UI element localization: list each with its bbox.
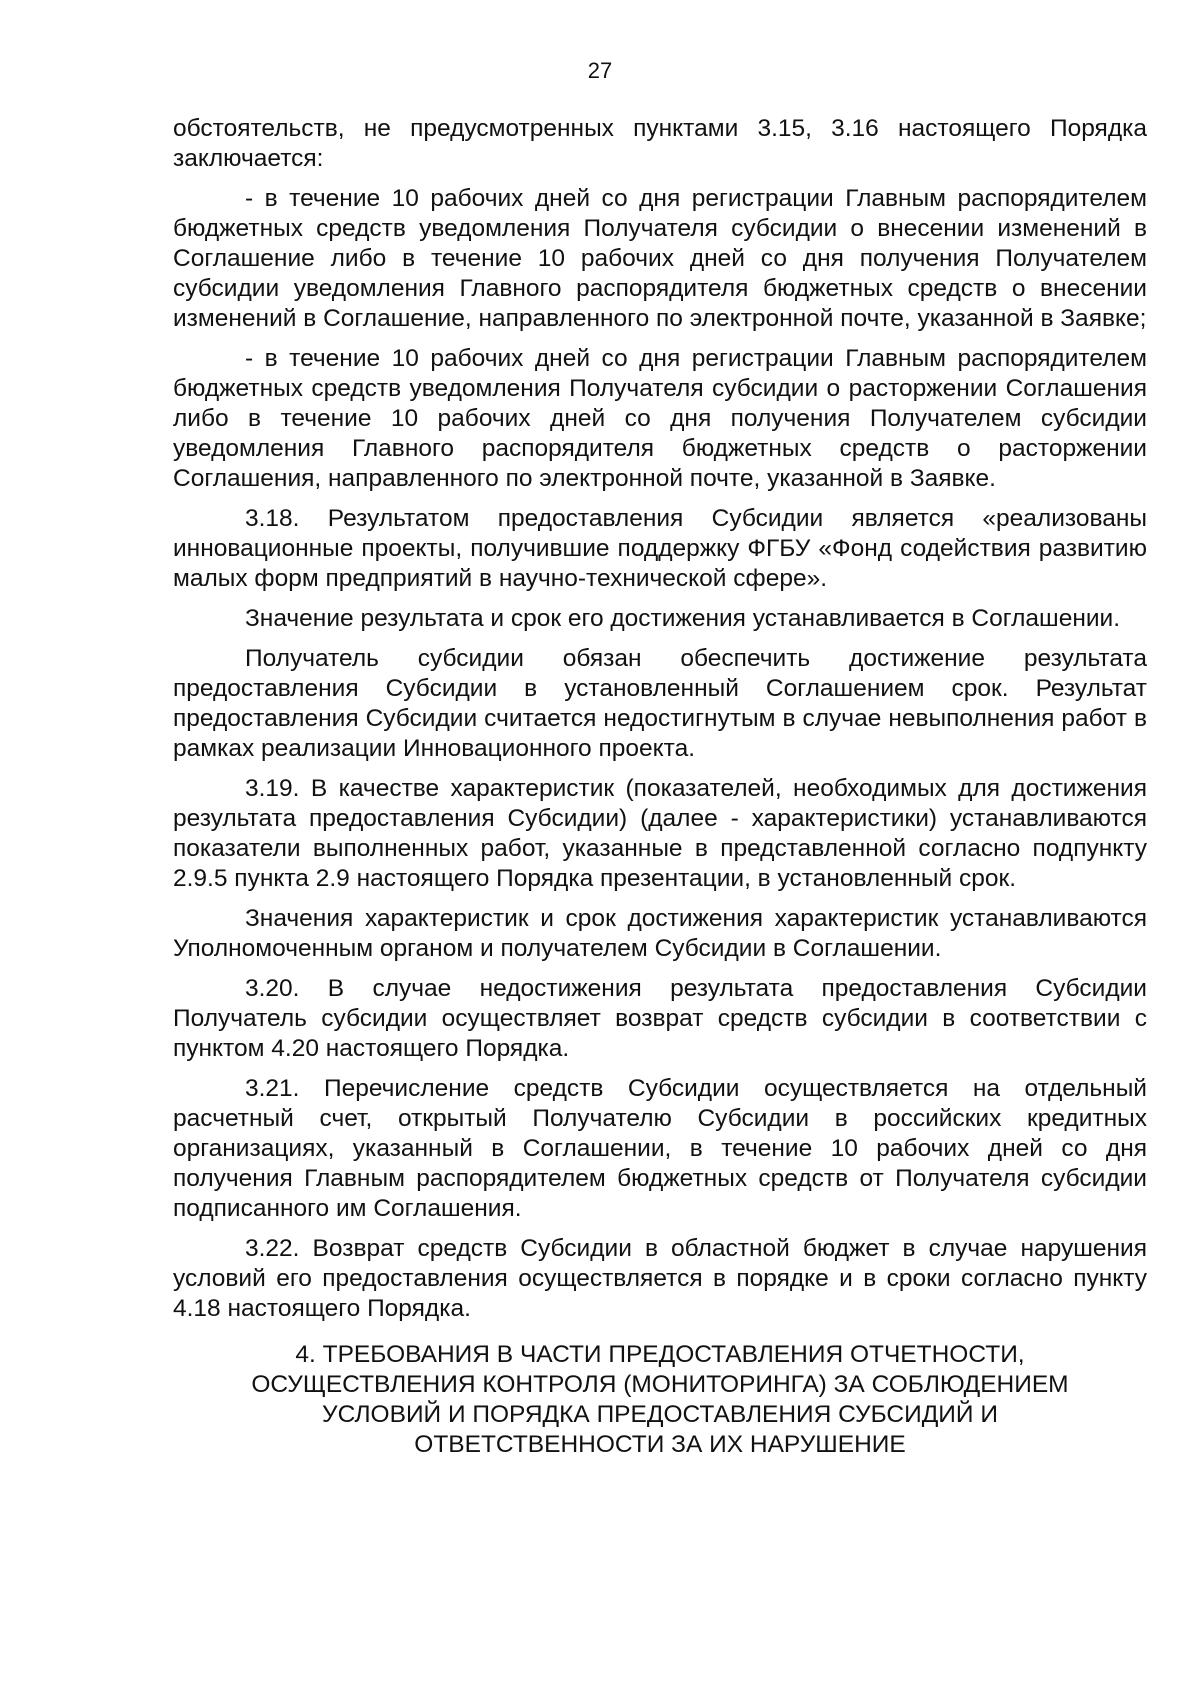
- heading-line: ОСУЩЕСТВЛЕНИЯ КОНТРОЛЯ (МОНИТОРИНГА) ЗА СОБЛЮДЕНИЕМ: [251, 1371, 1069, 1398]
- paragraph-recipient-obligation: Получатель субсидии обязан обеспечить достижение результата предоставления Субсидии в установленный Соглашением срок. Результат предоставления Субсидии считается недостигнутым в случае невыполнения работ в рамках реализации Инновационного проекта.: [173, 645, 1147, 762]
- heading-line: УСЛОВИЙ И ПОРЯДКА ПРЕДОСТАВЛЕНИЯ СУБСИДИЙ И: [322, 1401, 998, 1428]
- paragraph-3-20: 3.20. В случае недостижения результата предоставления Субсидии Получатель субсидии осуществляет возврат средств субсидии в соответствии с пунктом 4.20 настоящего Порядка.: [173, 975, 1147, 1062]
- paragraph-3-21: 3.21. Перечисление средств Субсидии осуществляется на отдельный расчетный счет, открытый Получателю Субсидии в российских кредитных организациях, указанный в Соглашении, в течение 10 рабочих дней со дня получения Главным распорядителем бюджетных средств от Получателя субсидии подписанного им Соглашения.: [173, 1075, 1147, 1222]
- document-body: [173, 114, 1147, 1460]
- paragraph-characteristics-values: Значения характеристик и срок достижения характеристик устанавливаются Уполномоченным органом и получателем Субсидии в Соглашении.: [173, 905, 1147, 962]
- page-number: 27: [587, 58, 613, 83]
- paragraph-bullet-amendment: - в течение 10 рабочих дней со дня регистрации Главным распорядителем бюджетных средств уведомления Получателя субсидии о внесении изменений в Соглашение либо в течение 10 рабочих дней со дня получения Получателем субсидии уведомления Главного распорядителя бюджетных средств о внесении изменений в Соглашение, направленного по электронной почте, указанной в Заявке;: [173, 185, 1147, 332]
- heading-line: 4. ТРЕБОВАНИЯ В ЧАСТИ ПРЕДОСТАВЛЕНИЯ ОТЧЕТНОСТИ,: [295, 1341, 1025, 1368]
- paragraph-result-value: Значение результата и срок его достижения устанавливается в Соглашении.: [245, 605, 1121, 632]
- heading-line: ОТВЕТСТВЕННОСТИ ЗА ИХ НАРУШЕНИЕ: [414, 1431, 906, 1458]
- paragraph-3-19: 3.19. В качестве характеристик (показателей, необходимых для достижения результата предоставления Субсидии) (далее - характеристики) устанавливаются показатели выполненных работ, указанные в представленной согласно подпункту 2.9.5 пункта 2.9 настоящего Порядка презентации, в установленный срок.: [173, 775, 1147, 892]
- paragraph-bullet-termination: - в течение 10 рабочих дней со дня регистрации Главным распорядителем бюджетных средств уведомления Получателя субсидии о расторжении Соглашения либо в течение 10 рабочих дней со дня получения Получателем субсидии уведомления Главного распорядителя бюджетных средств о расторжении Соглашения, направленного по электронной почте, указанной в Заявке.: [173, 345, 1147, 492]
- section-4-heading: [173, 1334, 1147, 1460]
- paragraph-continuation: обстоятельств, не предусмотренных пунктами 3.15, 3.16 настоящего Порядка заключается:: [173, 115, 1147, 172]
- paragraph-3-22: 3.22. Возврат средств Субсидии в областной бюджет в случае нарушения условий его предоставления осуществляется в порядке и в сроки согласно пункту 4.18 настоящего Порядка.: [173, 1235, 1147, 1322]
- paragraph-3-18: 3.18. Результатом предоставления Субсидии является «реализованы инновационные проекты, получившие поддержку ФГБУ «Фонд содействия развитию малых форм предприятий в научно-технической сфере».: [173, 505, 1147, 592]
